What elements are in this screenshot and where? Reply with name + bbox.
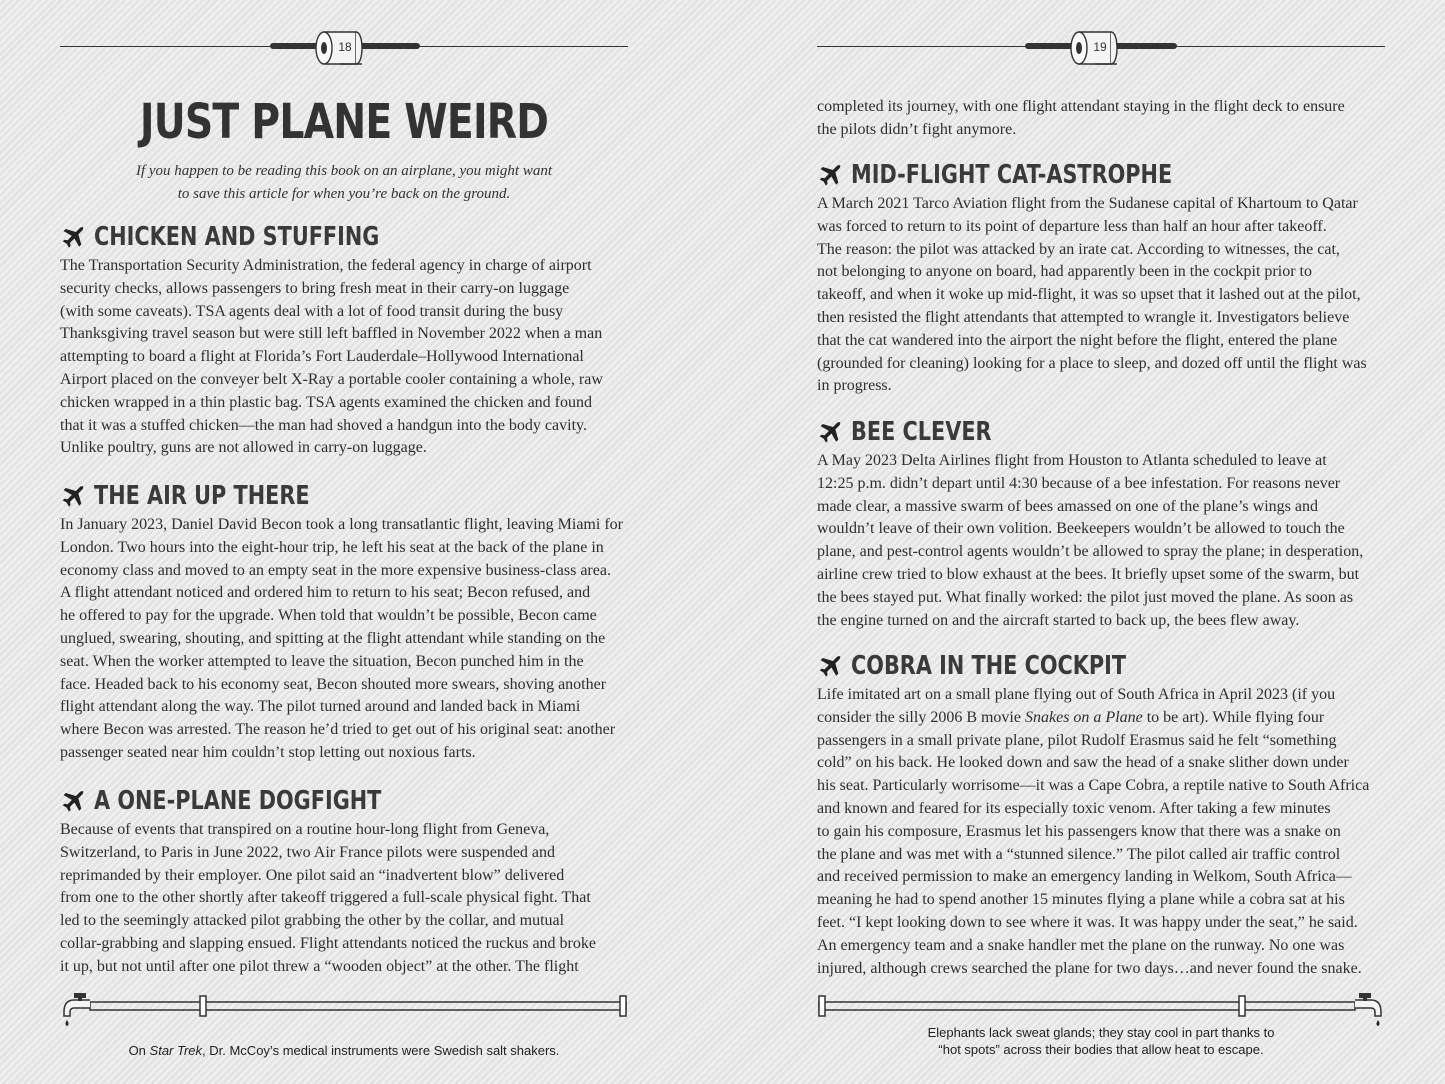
section-body (817, 684, 1385, 980)
body-line: wouldn’t leave of their own volition. Beekeepers wouldn’t be allowed to touch the (817, 520, 1345, 538)
body-line: the pilots didn’t fight anymore. (817, 120, 1017, 138)
body-line: meaning he had to spend another 15 minutes flying a plane while a cobra sat at his (817, 891, 1345, 909)
body-line: A May 2023 Delta Airlines flight from Houston to Atlanta scheduled to leave at (817, 452, 1327, 469)
section-title-text: CHICKEN AND STUFFING (94, 222, 380, 252)
body-line: Thanksgiving travel season but were still left baffled in November 2022 when a man (60, 325, 603, 343)
body-line: Switzerland, to Paris in June 2022, two Air France pilots were suspended and (60, 843, 556, 861)
airplane-icon (60, 224, 86, 250)
page-header (817, 28, 1385, 72)
section-body (60, 255, 628, 460)
body-line: 12:25 p.m. didn’t depart until 4:30 because of a bee infestation. For reasons never (817, 474, 1341, 492)
text-run: to be art). While flying four (1142, 708, 1325, 726)
body-line: his seat. Particularly worrisome—it was a Cape Cobra, a reptile native to South Africa (817, 777, 1370, 795)
intro-line: If you happen to be reading this book on an airplane, you might want (135, 163, 553, 179)
body-line: Unlike poultry, guns are not allowed in carry-on luggage. (60, 439, 427, 457)
body-line: the bees stayed put. What finally worked: the pilot just moved the plane. As soon as (817, 588, 1354, 606)
body-line: Life imitated art on a small plane flying out of South Africa in April 2023 (if you (817, 686, 1336, 703)
fact-italic: Star Trek (149, 1043, 203, 1058)
body-line: takeoff, and when it woke up mid-flight, it was so upset that it lashed out at the pilot, (817, 286, 1361, 304)
body-line (817, 707, 1385, 730)
body-line: injured, although crews searched the plane for two days…and never found the snake. (817, 959, 1362, 977)
section-title-text: COBRA IN THE COCKPIT (851, 651, 1127, 681)
body-line: economy class and moved to an empty seat in the more expensive business-class area. (60, 561, 611, 579)
body-line: completed its journey, with one flight attendant staying in the flight deck to ensure (817, 98, 1345, 115)
body-line: and received permission to make an emergency landing in Welkom, South Africa— (817, 868, 1352, 886)
body-line: An emergency team and a snake handler met the plane on the runway. No one was (817, 936, 1345, 954)
section-title-text: MID-FLIGHT CAT-ASTROPHE (851, 160, 1173, 190)
body-line: London. Two hours into the eight-hour trip, he left his seat at the back of the plane in (60, 538, 604, 556)
fun-fact (60, 1042, 628, 1059)
page-number: 18 (338, 40, 352, 54)
right-page (817, 0, 1385, 1084)
body-line: seat. When the worker attempted to leave the situation, Becon punched him in the (60, 652, 584, 670)
section-body (817, 193, 1385, 398)
section-body (817, 450, 1385, 632)
body-line: the plane and was met with a “stunned silence.” The pilot called air traffic control (817, 845, 1341, 863)
airplane-icon (817, 653, 843, 679)
body-line: flight attendant along the way. The pilot turned around and landed back in Miami (60, 698, 581, 716)
body-line: unglued, swearing, shouting, and spitting at the flight attendant while standing on the (60, 629, 606, 647)
airplane-icon (817, 419, 843, 445)
body-line: collar-grabbing and slapping ensued. Flight attendants noticed the ruckus and broke (60, 934, 596, 952)
section-title-text: BEE CLEVER (851, 417, 992, 447)
body-line: that it was a stuffed chicken—the man had shoved a handgun into the body cavity. (60, 416, 587, 434)
page-header (60, 28, 628, 72)
airplane-icon (60, 788, 86, 814)
fact-text: On (128, 1043, 150, 1058)
body-line: he offered to pay for the upgrade. When told that wouldn’t be possible, Becon came (60, 607, 597, 625)
body-line: face. Headed back to his economy seat, Becon shouted more swears, shoving another (60, 675, 607, 693)
page-number: 19 (1093, 40, 1107, 54)
toilet-roll-icon (310, 30, 368, 66)
left-page (60, 0, 628, 1084)
body-line: not belonging to anyone on board, had apparently been in the cockpit prior to (817, 263, 1312, 281)
body-line: Airport placed on the conveyer belt X-Ray a portable cooler containing a whole, raw (60, 370, 603, 388)
body-line: A flight attendant noticed and ordered him to return to his seat; Becon refused, and (60, 584, 591, 602)
section-heading (60, 786, 453, 816)
body-line: The reason: the pilot was attacked by an irate cat. According to witnesses, the cat, (817, 240, 1340, 258)
airplane-icon (60, 483, 86, 509)
section-heading (60, 481, 363, 511)
section-body (60, 819, 628, 979)
section-title-text: THE AIR UP THERE (94, 481, 310, 511)
body-line: reprimanded by their employer. One pilot said an “inadvertent blow” delivered (60, 866, 565, 884)
body-line: to gain his composure, Erasmus let his passengers know that there was a snake on (817, 822, 1341, 840)
toilet-roll-icon (1065, 30, 1123, 66)
body-line: where Becon was arrested. The reason he’d tried to get out of his original seat: another (60, 721, 616, 739)
body-line: Because of events that transpired on a routine hour-long flight from Geneva, (60, 821, 550, 838)
intro-line: to save this article for when you’re back on the ground. (177, 186, 511, 202)
section-heading (817, 160, 1252, 190)
body-line: was forced to return to its point of departure less than half an hour after takeoff. (817, 217, 1327, 235)
section-heading (817, 651, 1195, 681)
body-line: plane, and pest-control agents wouldn’t be allowed to spray the plane; in desperation, (817, 543, 1364, 561)
article-title: JUST PLANE WEIRD (139, 94, 549, 150)
body-line: In January 2023, Daniel David Becon took a long transatlantic flight, leaving Miami for (60, 516, 623, 533)
body-line: and known and feared for its especially toxic venom. After taking a few minutes (817, 799, 1331, 817)
body-line: made clear, a massive swarm of bees amassed on one of the plane’s wings and (817, 497, 1318, 515)
faucet-pipe-icon (60, 992, 628, 1032)
body-line: security checks, allows passengers to bring fresh meat in their carry-on luggage (60, 279, 570, 297)
body-line: airline crew tried to blow exhaust at the bees. It briefly upset some of the swarm, but (817, 565, 1360, 583)
body-line: A March 2021 Tarco Aviation flight from the Sudanese capital of Khartoum to Qatar (817, 195, 1358, 212)
body-line: passenger seated near him couldn’t stop letting out noxious farts. (60, 743, 476, 761)
section-heading (60, 222, 451, 252)
body-line: then resisted the flight attendants that attempted to wrangle it. Investigators believe (817, 308, 1350, 326)
body-line: (grounded for cleaning) looking for a place to sleep, and dozed off until the flight was (817, 354, 1367, 372)
body-line: from one to the other shortly after takeoff triggered a full-scale physical fight. That (60, 889, 591, 907)
body-line: passengers in a small private plane, pilot Rudolf Erasmus said he felt “something (817, 731, 1337, 749)
section-body (60, 514, 628, 765)
section-heading (817, 417, 1027, 447)
body-line: attempting to board a flight at Florida’s Fort Lauderdale–Hollywood International (60, 348, 584, 366)
body-line: feet. “I kept looking down to see where it was. It was happy under the seat,” he said. (817, 913, 1358, 931)
airplane-icon (817, 162, 843, 188)
text-run: consider the silly 2006 B movie (817, 708, 1025, 726)
body-line: in progress. (817, 377, 892, 395)
body-line: The Transportation Security Administration, the federal agency in charge of airport (60, 257, 592, 274)
continuation-text (817, 96, 1385, 142)
fact-text: , Dr. McCoy’s medical instruments were Swedish salt shakers. (202, 1043, 560, 1058)
body-line: the engine turned on and the aircraft started to back up, the bees flew away. (817, 611, 1300, 629)
section-title-text: A ONE-PLANE DOGFIGHT (94, 786, 382, 816)
article-intro (60, 160, 628, 206)
italic-text: Snakes on a Plane (1024, 708, 1143, 726)
body-line: chicken wrapped in a thin plastic bag. TSA agents examined the chicken and found (60, 393, 592, 411)
fact-line: “hot spots” across their bodies that allow heat to escape. (938, 1042, 1264, 1057)
body-line: (with some caveats). TSA agents deal with a lot of food transit during the busy (60, 302, 564, 320)
body-line: it up, but not until after one pilot threw a “wooden object” at the other. The flight (60, 957, 579, 975)
body-line: cold” on his back. He looked down and saw the head of a snake slither down under (817, 754, 1349, 772)
fact-line: Elephants lack sweat glands; they stay cool in part thanks to (927, 1025, 1275, 1040)
body-line: led to the seemingly attacked pilot grabbing the other by the collar, and mutual (60, 912, 565, 930)
fun-fact (817, 1024, 1385, 1058)
body-line: that the cat wandered into the airport the night before the flight, entered the plane (817, 331, 1338, 349)
